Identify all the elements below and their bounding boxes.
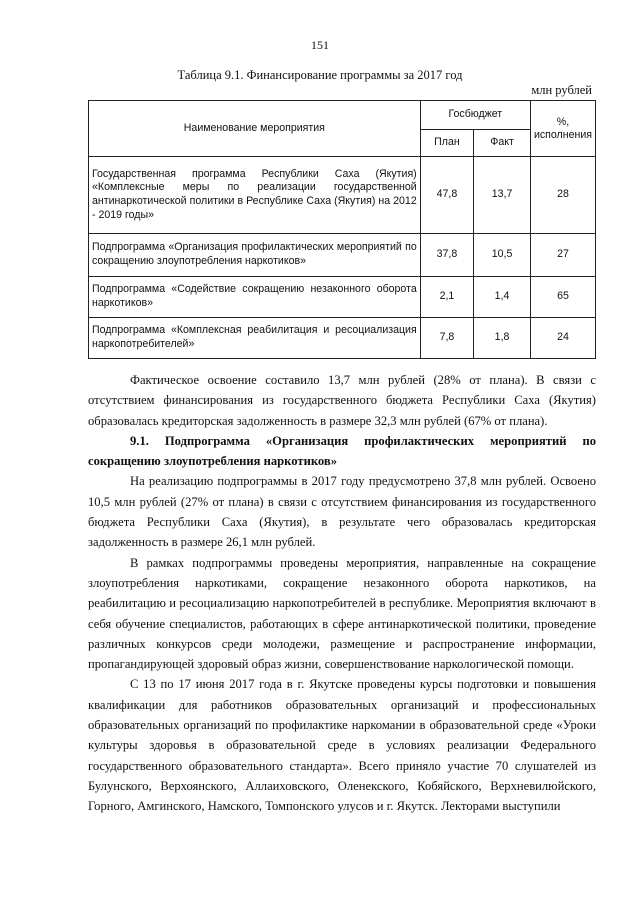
section-heading: 9.1. Подпрограмма «Организация профилактических мероприятий по сокращению злоупотребления наркотиков» <box>88 433 596 469</box>
header-fact: Факт <box>474 130 531 157</box>
table-row <box>89 157 596 234</box>
row-plan: 37,8 <box>420 234 473 277</box>
table-row <box>89 318 596 359</box>
paragraph-funding: На реализацию подпрограммы в 2017 году предусмотрено 37,8 млн рублей. Освоено 10,5 млн рублей (27% от плана) в связи с отсутствием финансирования из государственного бюджета Республики Саха (Якутия), в результате чего образовалась кредиторская задолженность в размере 26,1 млн рублей. <box>88 474 596 550</box>
row-fact: 1,8 <box>474 318 531 359</box>
paragraph-courses: С 13 по 17 июня 2017 года в г. Якутске проведены курсы подготовки и повышения квалификации для работников образовательных организаций и профессиональных образовательных организаций по профилактике наркомании в образовательной среде «Уроки культуры здоровья в образовательной среде в условиях реализации Федерального государственного образовательного стандарта». Всего приняло участие 70 слушателей из Булунского, Верхоянского, Аллаиховского, Оленекского, Кобяйского, Верхневилюйского, Горного, Амгинского, Намского, Томпонского улусов и г. Якутск. Лекторами выступили <box>88 677 596 814</box>
row-name: Подпрограмма «Организация профилактических мероприятий по сокращению злоупотребления наркотиков» <box>89 234 421 277</box>
table-units: млн рублей <box>531 83 592 97</box>
row-plan: 7,8 <box>420 318 473 359</box>
paragraph-summary: Фактическое освоение составило 13,7 млн рублей (28% от плана). В связи с отсутствием финансирования из государственного бюджета Республики Саха (Якутия) образовалась кредиторская задолженность в размере 32,3 млн рублей (67% от плана). <box>88 373 596 428</box>
paragraph-activities: В рамках подпрограммы проведены мероприятия, направленные на сокращение злоупотребления наркотиками, сокращение незаконного оборота наркотиков, на реабилитацию и ресоциализацию наркопотребителей в республике. Мероприятия включают в себя обучение специалистов, работающих в сфере антинаркотической политики, проведение различных конкурсов среди молодежи, размещение и распространение информации, пропагандирующей здоровый образ жизни, совершенствование наркологической помощи. <box>88 555 596 672</box>
table-row <box>89 234 596 277</box>
row-fact: 1,4 <box>474 277 531 318</box>
header-plan: План <box>420 130 473 157</box>
header-name: Наименование мероприятия <box>89 101 421 157</box>
row-name: Государственная программа Республики Саха (Якутия) «Комплексные меры по реализации государственной антинаркотической политики в Республике Саха (Якутия) на 2012 - 2019 годы» <box>89 157 421 234</box>
row-percent: 27 <box>530 234 595 277</box>
financing-table <box>88 100 596 359</box>
row-percent: 28 <box>530 157 595 234</box>
header-budget: Госбюджет <box>420 101 530 130</box>
table-caption: Таблица 9.1. Финансирование программы за 2017 год <box>177 68 463 82</box>
header-percent: %, исполнения <box>530 101 595 157</box>
table-row <box>89 277 596 318</box>
page-number: 151 <box>311 38 329 52</box>
row-percent: 24 <box>530 318 595 359</box>
body-text <box>88 370 596 817</box>
row-plan: 2,1 <box>420 277 473 318</box>
row-fact: 10,5 <box>474 234 531 277</box>
row-name: Подпрограмма «Содействие сокращению незаконного оборота наркотиков» <box>89 277 421 318</box>
row-percent: 65 <box>530 277 595 318</box>
row-plan: 47,8 <box>420 157 473 234</box>
row-name: Подпрограмма «Комплексная реабилитация и ресоциализация наркопотребителей» <box>89 318 421 359</box>
row-fact: 13,7 <box>474 157 531 234</box>
